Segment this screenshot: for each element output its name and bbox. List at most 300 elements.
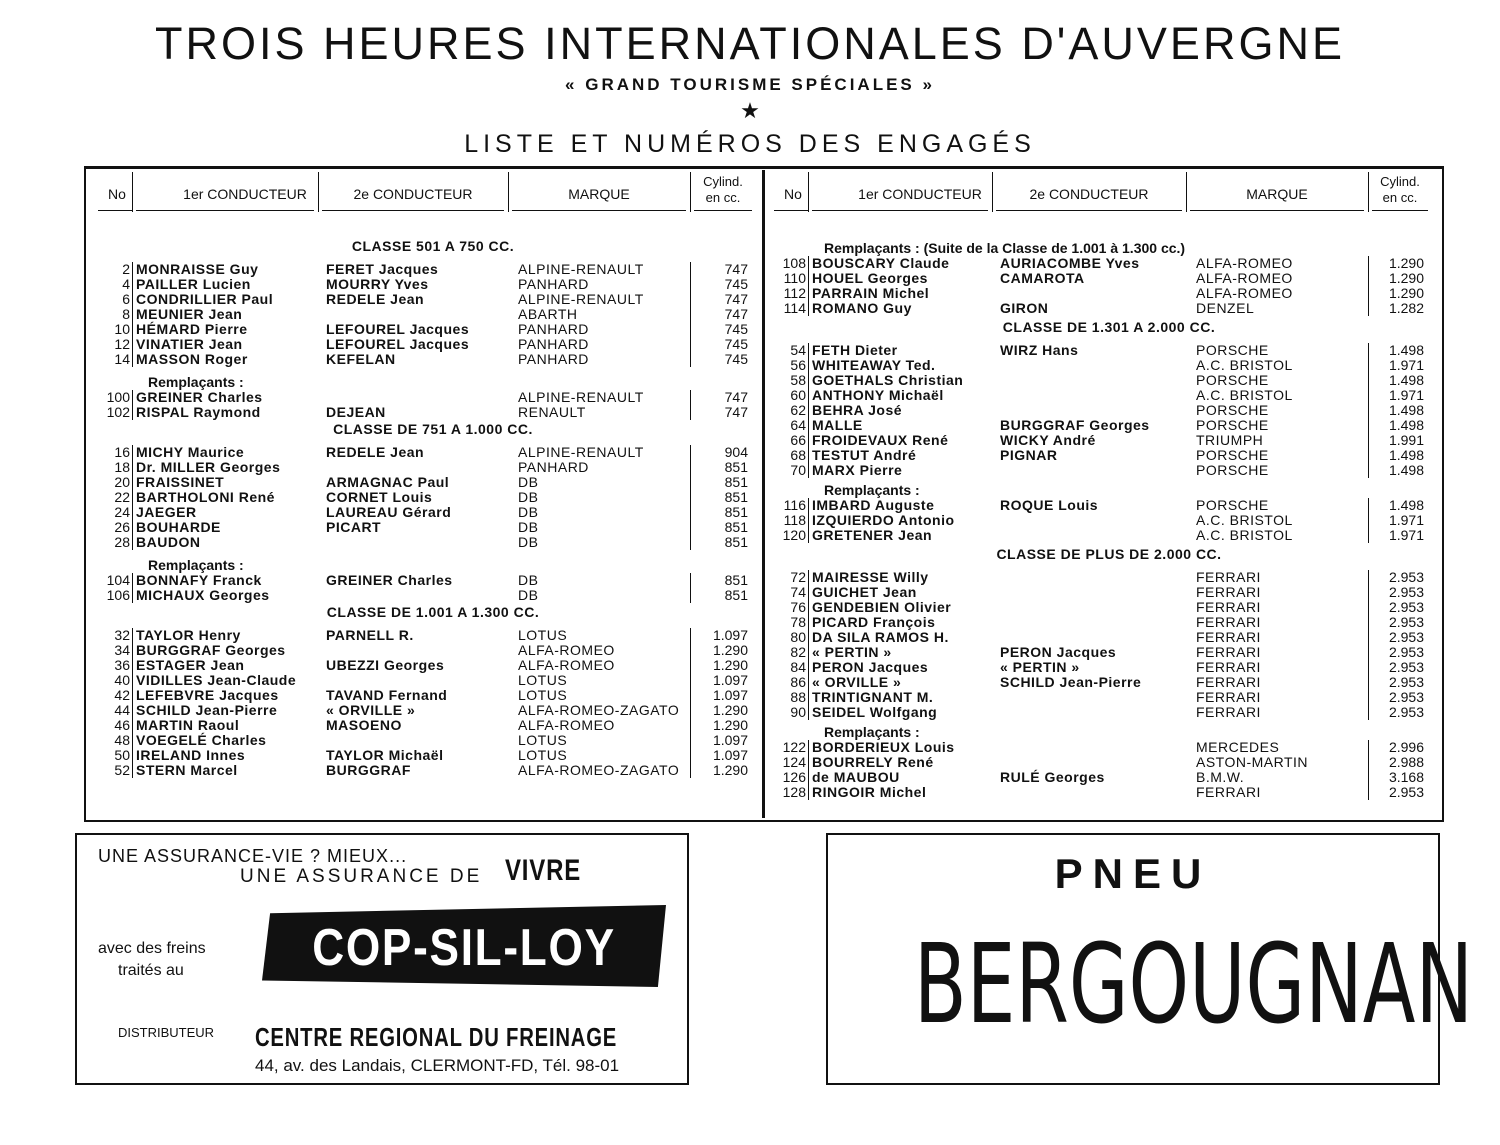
table-row — [100, 658, 756, 673]
table-row — [776, 271, 1432, 286]
displacement: 1.097 — [712, 627, 748, 643]
row-divider — [690, 490, 691, 505]
make: PANHARD — [518, 351, 589, 367]
make: FERRARI — [1196, 584, 1261, 600]
column-divider — [508, 172, 509, 212]
table-row — [776, 755, 1432, 770]
row-divider — [808, 448, 809, 463]
make: DB — [518, 474, 539, 490]
row-divider — [808, 498, 809, 513]
table-row — [100, 505, 756, 520]
star-icon: ★ — [740, 98, 760, 123]
table-row — [100, 718, 756, 733]
first-driver: MEUNIER Jean — [136, 306, 243, 322]
row-divider — [132, 475, 133, 490]
row-divider — [132, 628, 133, 643]
header-cyl: Cylind. — [703, 174, 743, 189]
displacement: 747 — [724, 291, 748, 307]
row-divider — [1368, 645, 1369, 660]
make: PORSCHE — [1196, 447, 1269, 463]
row-divider — [1368, 660, 1369, 675]
column-divider — [318, 172, 319, 212]
table-row — [100, 390, 756, 405]
entry-number: 114 — [783, 300, 806, 316]
make: PANHARD — [518, 321, 589, 337]
entry-number: 122 — [782, 739, 806, 755]
header-cyl-unit: en cc. — [705, 190, 741, 205]
displacement: 2.953 — [1388, 599, 1424, 615]
row-divider — [132, 490, 133, 505]
table-row — [776, 570, 1432, 585]
row-divider — [1368, 301, 1369, 316]
row-divider — [132, 588, 133, 603]
row-divider — [690, 703, 691, 718]
header-no: No — [784, 186, 802, 202]
first-driver: MICHY Maurice — [136, 444, 245, 460]
first-driver: GOETHALS Christian — [812, 372, 964, 388]
remplacants-heading: Remplaçants : — [824, 482, 920, 498]
header-driver2: 2e CONDUCTEUR — [1029, 186, 1149, 202]
column-divider — [1368, 172, 1369, 212]
entry-number: 56 — [790, 357, 806, 373]
second-driver: GIRON — [1000, 300, 1049, 316]
row-divider — [1368, 433, 1369, 448]
row-divider — [132, 748, 133, 763]
row-divider — [690, 405, 691, 420]
entry-number: 112 — [783, 285, 806, 301]
header-underline — [322, 210, 504, 211]
row-divider — [808, 690, 809, 705]
displacement: 1.290 — [712, 762, 748, 778]
row-divider — [808, 433, 809, 448]
second-driver: UBEZZI Georges — [326, 657, 445, 673]
row-divider — [1368, 585, 1369, 600]
row-divider — [132, 262, 133, 277]
first-driver: GUICHET Jean — [812, 584, 917, 600]
remplacants-heading: Remplaçants : — [824, 724, 920, 740]
entry-number: 10 — [114, 321, 130, 337]
first-driver: TAYLOR Henry — [136, 627, 241, 643]
table-row — [100, 628, 756, 643]
table-row — [776, 463, 1432, 478]
column-divider — [992, 172, 993, 212]
table-row — [100, 445, 756, 460]
displacement: 1.097 — [712, 687, 748, 703]
column-divider — [690, 172, 691, 212]
row-divider — [808, 755, 809, 770]
row-divider — [132, 405, 133, 420]
row-divider — [690, 262, 691, 277]
first-driver: VIDILLES Jean-Claude — [136, 672, 297, 688]
second-driver: LAUREAU Gérard — [326, 504, 452, 520]
first-driver: TRINTIGNANT M. — [812, 689, 934, 705]
row-divider — [808, 286, 809, 301]
displacement: 1.290 — [712, 702, 748, 718]
second-driver: PICART — [326, 519, 382, 535]
entry-number: 126 — [782, 769, 806, 785]
row-divider — [1368, 498, 1369, 513]
second-driver: TAVAND Fernand — [326, 687, 448, 703]
second-driver: KEFELAN — [326, 351, 396, 367]
make: PANHARD — [518, 336, 589, 352]
table-row — [100, 643, 756, 658]
first-driver: VOEGELÉ Charles — [136, 732, 267, 748]
entry-number: 8 — [122, 306, 130, 322]
header-driver2: 2e CONDUCTEUR — [353, 186, 473, 202]
page-title: TROIS HEURES INTERNATIONALES D'AUVERGNE — [155, 18, 1345, 69]
displacement: 851 — [724, 519, 748, 535]
column-divider — [808, 172, 809, 212]
table-row — [776, 600, 1432, 615]
entry-number: 102 — [106, 404, 130, 420]
first-driver: STERN Marcel — [136, 762, 238, 778]
header-underline — [136, 210, 314, 211]
second-driver: CORNET Louis — [326, 489, 433, 505]
make: ALFA-ROMEO — [1196, 270, 1293, 286]
first-driver: HOUEL Georges — [812, 270, 928, 286]
entry-number: 46 — [114, 717, 130, 733]
make: PANHARD — [518, 459, 589, 475]
row-divider — [1368, 705, 1369, 720]
displacement: 1.290 — [1388, 285, 1424, 301]
entry-number: 42 — [114, 687, 130, 703]
make: ALPINE-RENAULT — [518, 291, 644, 307]
entry-number: 80 — [790, 629, 806, 645]
row-divider — [690, 535, 691, 550]
row-divider — [132, 322, 133, 337]
entry-number: 58 — [790, 372, 806, 388]
displacement: 1.290 — [712, 717, 748, 733]
first-driver: GRETENER Jean — [812, 527, 933, 543]
first-driver: BORDERIEUX Louis — [812, 739, 955, 755]
entry-number: 52 — [114, 762, 130, 778]
displacement: 851 — [724, 572, 748, 588]
row-divider — [1368, 630, 1369, 645]
make: FERRARI — [1196, 784, 1261, 800]
make: FERRARI — [1196, 644, 1261, 660]
make: FERRARI — [1196, 599, 1261, 615]
second-driver: ROQUE Louis — [1000, 497, 1099, 513]
make: RENAULT — [518, 404, 586, 420]
displacement: 2.953 — [1388, 704, 1424, 720]
first-driver: BOUSCARY Claude — [812, 255, 950, 271]
entry-number: 100 — [106, 389, 130, 405]
make: A.C. BRISTOL — [1196, 387, 1293, 403]
make: ASTON-MARTIN — [1196, 754, 1309, 770]
displacement: 1.498 — [1388, 497, 1424, 513]
remplacants-heading: Remplaçants : — [148, 374, 244, 390]
row-divider — [1368, 448, 1369, 463]
row-divider — [132, 277, 133, 292]
make: ALFA-ROMEO-ZAGATO — [518, 702, 680, 718]
table-row — [776, 630, 1432, 645]
row-divider — [1368, 600, 1369, 615]
row-divider — [808, 388, 809, 403]
header-cyl: Cylind. — [1380, 174, 1420, 189]
entry-number: 12 — [114, 336, 130, 352]
entry-number: 34 — [114, 642, 130, 658]
displacement: 1.290 — [1388, 255, 1424, 271]
class-heading: CLASSE DE 1.001 A 1.300 CC. — [326, 604, 540, 620]
table-row — [776, 418, 1432, 433]
row-divider — [690, 748, 691, 763]
table-row — [776, 301, 1432, 316]
row-divider — [808, 615, 809, 630]
second-driver: BURGGRAF — [326, 762, 411, 778]
row-divider — [690, 445, 691, 460]
row-divider — [808, 600, 809, 615]
row-divider — [132, 535, 133, 550]
displacement: 1.290 — [1388, 270, 1424, 286]
first-driver: TESTUT André — [812, 447, 917, 463]
second-driver: « PERTIN » — [1000, 659, 1080, 675]
first-driver: DA SILA RAMOS H. — [812, 629, 949, 645]
row-divider — [808, 403, 809, 418]
table-row — [776, 373, 1432, 388]
first-driver: ESTAGER Jean — [136, 657, 245, 673]
displacement: 747 — [724, 306, 748, 322]
table-row — [100, 748, 756, 763]
displacement: 1.498 — [1388, 462, 1424, 478]
header-cyl-unit: en cc. — [1382, 190, 1418, 205]
table-row — [100, 460, 756, 475]
entry-number: 2 — [122, 261, 130, 277]
ad-left-line1: UNE ASSURANCE-VIE ? MIEUX... — [98, 846, 408, 866]
displacement: 1.498 — [1388, 372, 1424, 388]
entry-number: 64 — [790, 417, 806, 433]
first-driver: BEHRA José — [812, 402, 903, 418]
displacement: 904 — [724, 444, 748, 460]
row-divider — [132, 445, 133, 460]
second-driver: MOURRY Yves — [326, 276, 429, 292]
make: DB — [518, 504, 539, 520]
row-divider — [1368, 513, 1369, 528]
row-divider — [132, 390, 133, 405]
displacement: 745 — [724, 336, 748, 352]
class-heading: CLASSE DE PLUS DE 2.000 CC. — [996, 546, 1222, 562]
table-row — [776, 528, 1432, 543]
second-driver: LEFOUREL Jacques — [326, 336, 470, 352]
table-row — [776, 770, 1432, 785]
entry-number: 90 — [790, 704, 806, 720]
first-driver: IZQUIERDO Antonio — [812, 512, 955, 528]
row-divider — [1368, 358, 1369, 373]
class-heading: CLASSE 501 A 750 CC. — [351, 238, 515, 254]
displacement: 1.097 — [712, 747, 748, 763]
row-divider — [1368, 755, 1369, 770]
table-row — [776, 448, 1432, 463]
table-center-divider — [762, 170, 765, 818]
entry-number: 44 — [114, 702, 130, 718]
displacement: 1.971 — [1388, 512, 1424, 528]
entry-number: 70 — [790, 462, 806, 478]
row-divider — [1368, 418, 1369, 433]
row-divider — [690, 277, 691, 292]
make: FERRARI — [1196, 614, 1261, 630]
entry-number: 86 — [790, 674, 806, 690]
ad-left-distributeur: DISTRIBUTEUR — [118, 1025, 215, 1040]
first-driver: RISPAL Raymond — [136, 404, 261, 420]
second-driver: BURGGRAF Georges — [1000, 417, 1150, 433]
row-divider — [1368, 271, 1369, 286]
row-divider — [808, 740, 809, 755]
first-driver: FRAISSINET — [136, 474, 225, 490]
row-divider — [1368, 570, 1369, 585]
column-divider — [1186, 172, 1187, 212]
entry-number: 106 — [106, 587, 130, 603]
second-driver: TAYLOR Michaël — [326, 747, 444, 763]
make: FERRARI — [1196, 569, 1261, 585]
row-divider — [132, 573, 133, 588]
make: A.C. BRISTOL — [1196, 357, 1293, 373]
first-driver: FROIDEVAUX René — [812, 432, 949, 448]
entry-number: 66 — [790, 432, 806, 448]
first-driver: HÉMARD Pierre — [136, 321, 248, 337]
first-driver: de MAUBOU — [812, 769, 900, 785]
ad-left-vivre: VIVRE — [505, 854, 582, 887]
list-title: LISTE ET NUMÉROS DES ENGAGÉS — [464, 130, 1036, 158]
displacement: 851 — [724, 534, 748, 550]
make: PORSCHE — [1196, 417, 1269, 433]
ad-left-address: 44, av. des Landais, CLERMONT-FD, Tél. 98-01 — [255, 1056, 620, 1075]
make: TRIUMPH — [1196, 432, 1264, 448]
first-driver: JAEGER — [136, 504, 197, 520]
first-driver: BOURRELY René — [812, 754, 934, 770]
table-row — [100, 490, 756, 505]
table-row — [776, 585, 1432, 600]
first-driver: PERON Jacques — [812, 659, 929, 675]
table-row — [776, 660, 1432, 675]
first-driver: ROMANO Guy — [812, 300, 912, 316]
second-driver: FERET Jacques — [326, 261, 439, 277]
make: ALFA-ROMEO — [518, 642, 615, 658]
first-driver: PICARD François — [812, 614, 936, 630]
make: PORSCHE — [1196, 402, 1269, 418]
make: DENZEL — [1196, 300, 1255, 316]
entry-number: 116 — [783, 497, 806, 513]
entry-number: 78 — [790, 614, 806, 630]
second-driver: DEJEAN — [326, 404, 386, 420]
make: DB — [518, 587, 539, 603]
entry-number: 62 — [790, 402, 806, 418]
ad-left-side1: avec des freins — [98, 940, 206, 957]
second-driver: AURIACOMBE Yves — [1000, 255, 1140, 271]
displacement: 1.097 — [712, 732, 748, 748]
row-divider — [1368, 770, 1369, 785]
table-row — [100, 405, 756, 420]
table-row — [776, 690, 1432, 705]
row-divider — [132, 673, 133, 688]
first-driver: MICHAUX Georges — [136, 587, 270, 603]
first-driver: « PERTIN » — [812, 644, 892, 660]
row-divider — [808, 585, 809, 600]
make: LOTUS — [518, 732, 568, 748]
row-divider — [132, 733, 133, 748]
row-divider — [690, 763, 691, 778]
row-divider — [808, 785, 809, 800]
header-make: MARQUE — [568, 186, 630, 202]
displacement: 2.988 — [1388, 754, 1424, 770]
row-divider — [1368, 528, 1369, 543]
entry-number: 68 — [790, 447, 806, 463]
displacement: 745 — [724, 321, 748, 337]
make: LOTUS — [518, 687, 568, 703]
row-divider — [808, 705, 809, 720]
first-driver: SCHILD Jean-Pierre — [136, 702, 278, 718]
row-divider — [690, 688, 691, 703]
second-driver: MASOENO — [326, 717, 402, 733]
row-divider — [808, 528, 809, 543]
make: FERRARI — [1196, 704, 1261, 720]
first-driver: BOUHARDE — [136, 519, 221, 535]
table-row — [776, 286, 1432, 301]
row-divider — [808, 645, 809, 660]
row-divider — [690, 475, 691, 490]
row-divider — [690, 322, 691, 337]
header-underline — [1190, 210, 1364, 211]
row-divider — [690, 460, 691, 475]
make: A.C. BRISTOL — [1196, 527, 1293, 543]
displacement: 2.953 — [1388, 659, 1424, 675]
row-divider — [1368, 615, 1369, 630]
header-no: No — [108, 186, 126, 202]
table-row — [776, 498, 1432, 513]
second-driver: ARMAGNAC Paul — [326, 474, 450, 490]
make: FERRARI — [1196, 659, 1261, 675]
entry-number: 22 — [114, 489, 130, 505]
row-divider — [1368, 740, 1369, 755]
second-driver: « ORVILLE » — [326, 702, 416, 718]
row-divider — [1368, 785, 1369, 800]
first-driver: MASSON Roger — [136, 351, 248, 367]
make: FERRARI — [1196, 674, 1261, 690]
table-row — [100, 292, 756, 307]
row-divider — [690, 643, 691, 658]
row-divider — [808, 675, 809, 690]
first-driver: PARRAIN Michel — [812, 285, 930, 301]
entry-number: 84 — [790, 659, 806, 675]
brand-cop-sil-loy: COP-SIL-LOY — [312, 919, 616, 977]
make: PORSCHE — [1196, 497, 1269, 513]
displacement: 1.290 — [712, 642, 748, 658]
first-driver: BURGGRAF Georges — [136, 642, 286, 658]
entry-number: 60 — [790, 387, 806, 403]
make: ALFA-ROMEO — [1196, 285, 1293, 301]
second-driver: WIRZ Hans — [1000, 342, 1079, 358]
column-divider — [132, 172, 133, 212]
second-driver: PERON Jacques — [1000, 644, 1117, 660]
remplacants-heading: Remplaçants : (Suite de la Classe de 1.001 à 1.300 cc.) — [824, 240, 1186, 256]
make: ALPINE-RENAULT — [518, 389, 644, 405]
second-driver: LEFOUREL Jacques — [326, 321, 470, 337]
row-divider — [132, 703, 133, 718]
header-underline — [812, 210, 988, 211]
row-divider — [690, 292, 691, 307]
row-divider — [690, 658, 691, 673]
make: MERCEDES — [1196, 739, 1280, 755]
make: LOTUS — [518, 747, 568, 763]
entry-number: 128 — [782, 784, 806, 800]
row-divider — [132, 352, 133, 367]
entry-number: 40 — [114, 672, 130, 688]
first-driver: IMBARD Auguste — [812, 497, 935, 513]
entry-number: 72 — [790, 569, 806, 585]
displacement: 2.953 — [1388, 674, 1424, 690]
row-divider — [1368, 675, 1369, 690]
entry-number: 82 — [790, 644, 806, 660]
row-divider — [1368, 286, 1369, 301]
table-row — [100, 307, 756, 322]
